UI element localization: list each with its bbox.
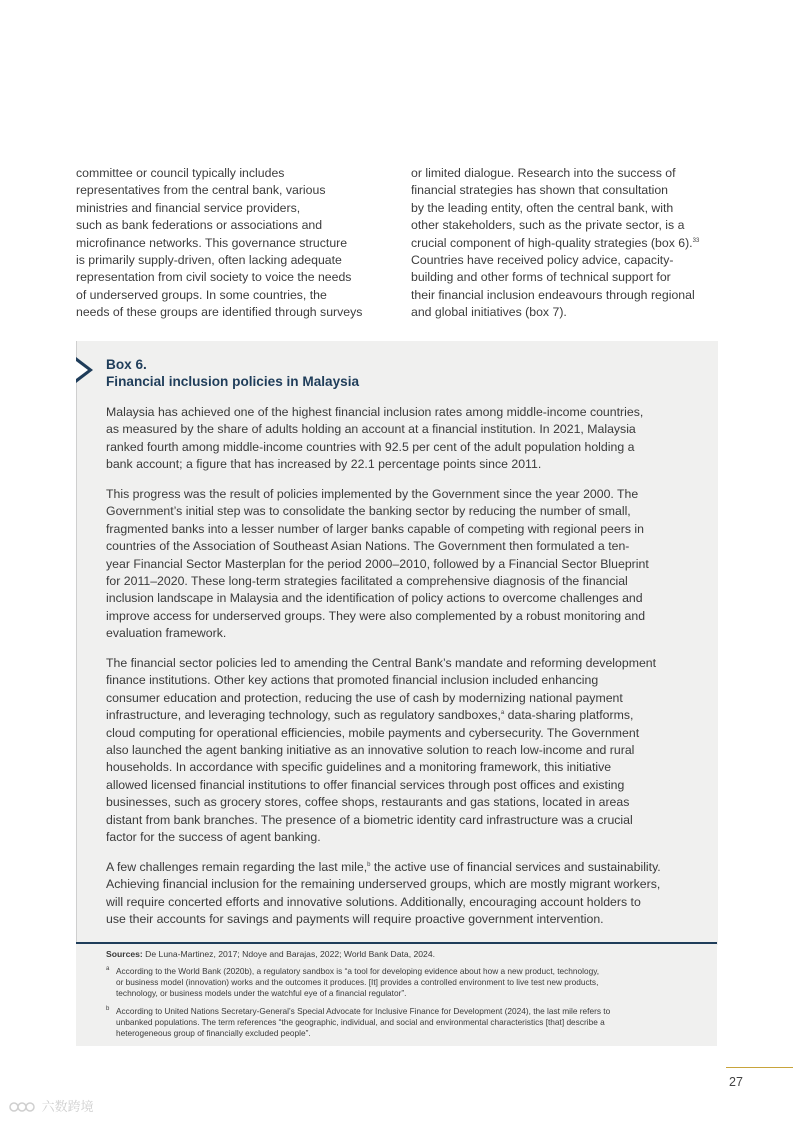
box-paragraph-2 <box>106 486 706 643</box>
text-line: financial strategies has shown that consultation <box>411 183 669 198</box>
footnote-mark: b <box>106 1006 110 1012</box>
text-line: factor for the success of agent banking. <box>106 830 321 845</box>
box-label: Box 6. <box>106 357 147 372</box>
box-paragraph-4 <box>106 859 706 929</box>
footnote-line: technology, or business models under the watchful eye of a financial regulator”. <box>116 988 407 998</box>
text-line: year Financial Sector Masterplan for the period 2000–2010, followed by a Financial Sector Blueprint <box>106 556 649 571</box>
text-line: other stakeholders, such as the private sector, is a <box>411 218 685 233</box>
text-line: businesses, such as grocery stores, coffee shops, restaurants and gas stations, located in areas <box>106 795 630 810</box>
text-line: fragmented banks into a lesser number of larger banks capable of competing with regional peers in <box>106 521 644 536</box>
text-line <box>106 859 706 876</box>
footnote-line: or business model (innovation) works and the outcomes it produces. [It] provides a controlled environment to live test new products, <box>116 977 599 987</box>
text-line: households. In accordance with specific guidelines and a monitoring framework, this initiative <box>106 760 612 775</box>
text-line: such as bank federations or associations and <box>76 218 323 233</box>
text-line: This progress was the result of policies implemented by the Government since the year 2000. The <box>106 487 639 501</box>
text-line: finance institutions. Other key actions that promoted financial inclusion included enhancing <box>106 673 599 688</box>
right-column <box>411 165 721 322</box>
text-line: representatives from the central bank, various <box>76 183 326 198</box>
watermark-logo-icon <box>8 1098 36 1114</box>
text-line: use their accounts for savings and payments will require proactive government intervention. <box>106 912 604 927</box>
text-line <box>106 707 706 724</box>
sources-line <box>106 949 435 959</box>
text-line: evaluation framework. <box>106 626 227 641</box>
text-line: ministries and financial service providers, <box>76 200 301 215</box>
text-line: building and other forms of technical support for <box>411 270 671 285</box>
text-line: Achieving financial inclusion for the remaining underserved groups, which are mostly migrant workers, <box>106 877 661 892</box>
text-line: their financial inclusion endeavours through regional <box>411 287 695 302</box>
footnote-b <box>106 1006 706 1039</box>
footnote-a <box>106 966 706 999</box>
text-line: cloud computing for operational efficiencies, mobile payments and cybersecurity. The Government <box>106 725 640 740</box>
text-line: allowed licensed financial institutions to offer financial services through post offices and existing <box>106 777 625 792</box>
text-line: and global initiatives (box 7). <box>411 305 567 320</box>
footnote-line: According to United Nations Secretary-General’s Special Advocate for Inclusive Finance for Development (2024), the last mile refers to <box>116 1006 611 1016</box>
sources-text: De Luna-Martinez, 2017; Ndoye and Barajas, 2022; World Bank Data, 2024. <box>142 949 435 959</box>
text-segment: data-sharing platforms, <box>504 708 634 723</box>
text-line: representation from civil society to voice the needs <box>76 270 352 285</box>
text-line: needs of these groups are identified through surveys <box>76 305 363 320</box>
box-paragraph-3 <box>106 655 706 846</box>
text-line: also launched the agent banking initiative as an innovative solution to reach low-income and rural <box>106 743 635 758</box>
footnote-mark: a <box>106 966 110 972</box>
text-line: bank account; a figure that has increased by 22.1 percentage points since 2011. <box>106 457 542 472</box>
text-segment: A few challenges remain regarding the last mile, <box>106 860 368 874</box>
text-line: committee or council typically includes <box>76 166 285 180</box>
sources-label: Sources: <box>106 949 143 959</box>
footnote-reference-b[interactable]: b <box>367 861 371 868</box>
watermark <box>8 1096 94 1116</box>
text-line: distant from bank branches. The presence of a biometric identity card infrastructure was a crucial <box>106 812 633 827</box>
text-line: Government’s initial step was to consolidate the banking sector by reducing the number of small, <box>106 504 631 519</box>
text-line: will require concerted efforts and innovative solutions. Additionally, encouraging account holders to <box>106 894 641 909</box>
left-column <box>76 165 394 322</box>
text-line: countries of the Association of Southeast Asian Nations. The Government then formulated a ten- <box>106 539 630 554</box>
text-line: ranked fourth among middle-income countries with 92.5 per cent of the adult population holding a <box>106 439 635 454</box>
box-heading <box>106 356 359 390</box>
text-line: consumer education and protection, reducing the use of cash by modernizing national payment <box>106 690 623 705</box>
box-title: Financial inclusion policies in Malaysia <box>106 374 360 389</box>
text-segment: crucial component of high-quality strategies (box 6). <box>411 235 693 250</box>
text-line: by the leading entity, often the central bank, with <box>411 200 674 215</box>
footnote-line: heterogeneous group of financially excluded people”. <box>116 1028 311 1038</box>
page-number-rule <box>726 1067 793 1068</box>
text-line: Countries have received policy advice, capacity- <box>411 253 674 268</box>
text-segment: infrastructure, and leveraging technology, such as regulatory sandboxes, <box>106 708 501 723</box>
text-line: as measured by the share of adults holding an account at a financial institution. In 2021, Malaysia <box>106 422 636 437</box>
text-line: inclusion landscape in Malaysia and the identification of policy actions to overcome challenges and <box>106 591 643 606</box>
text-line: microfinance networks. This governance structure <box>76 235 348 250</box>
footnote-reference[interactable]: 33 <box>692 237 700 244</box>
text-line: of underserved groups. In some countries, the <box>76 287 327 302</box>
page-number: 27 <box>729 1075 743 1089</box>
text-line: improve access for underserved groups. They were also complemented by a robust monitoring and <box>106 608 646 623</box>
text-segment: the active use of financial services and sustainability. <box>370 860 661 874</box>
footnote-line: unbanked populations. The term references “the geographic, individual, and social and environmental characteristics [that] describe a <box>116 1017 605 1027</box>
watermark-text: 六数跨境 <box>41 1099 94 1114</box>
footnote-reference-a[interactable]: a <box>500 710 505 717</box>
text-line: Malaysia has achieved one of the highest financial inclusion rates among middle-income countries, <box>106 405 644 419</box>
text-line: for 2011–2020. These long-term strategies facilitated a comprehensive diagnosis of the financial <box>106 574 628 589</box>
box-arrow-inner-shape <box>76 361 88 379</box>
footnote-line: According to the World Bank (2020b), a regulatory sandbox is “a tool for developing evidence about how a new product, technology, <box>116 966 600 976</box>
text-line: is primarily supply-driven, often lacking adequate <box>76 253 342 268</box>
text-line <box>411 235 721 252</box>
box-paragraph-1 <box>106 404 706 474</box>
text-line: The financial sector policies led to amending the Central Bank’s mandate and reforming development <box>106 656 657 670</box>
text-line: or limited dialogue. Research into the success of <box>411 166 676 180</box>
